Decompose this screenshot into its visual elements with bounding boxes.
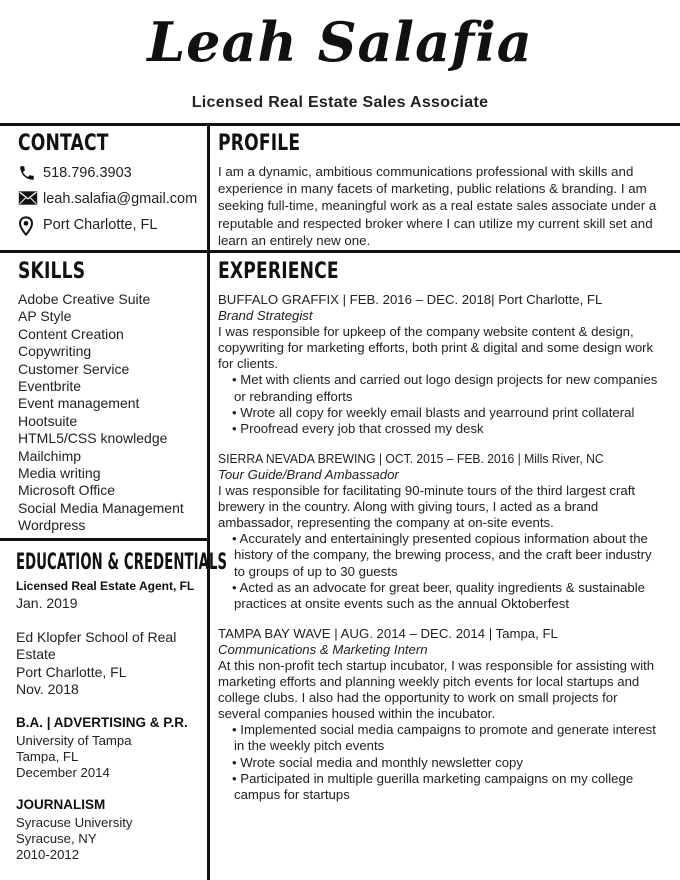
job-bullet: • Acted as an advocate for great beer, quality ingredients & sustainable practices at onsite events such as the annual Oktoberfest bbox=[232, 579, 645, 611]
email-text[interactable]: leah.salafia@gmail.com bbox=[43, 191, 198, 207]
school-location: Port Charlotte, FL bbox=[16, 663, 127, 680]
location-pin-icon bbox=[18, 216, 38, 234]
skill-item: Customer Service bbox=[18, 360, 130, 377]
experience-title: EXPERIENCE bbox=[218, 259, 339, 284]
school-block bbox=[16, 629, 201, 698]
phone-icon bbox=[18, 164, 38, 182]
skill-item: Social Media Management bbox=[18, 499, 184, 516]
skill-item: Content Creation bbox=[18, 325, 124, 342]
skill-item: Microsoft Office bbox=[18, 482, 115, 499]
skill-item: AP Style bbox=[18, 308, 72, 325]
job-description: I was responsible for facilitating 90-minute tours of the third largest craft brewery in the country. Along with giving tours, I acted as a brand ambassador, representing the company at on-site events. bbox=[218, 483, 636, 531]
skill-item: Eventbrite bbox=[18, 378, 82, 395]
profile-text: I am a dynamic, ambitious communications professional with skills and experience in many facets of marketing, public relations & branding. I am seeking full-time, meaningful work as a real estate sales associate under a reputable and respected broker where I can utilize my current skill set and learn an entirely new one. bbox=[218, 164, 657, 248]
education-title: EDUCATION & CREDENTIALS bbox=[16, 550, 228, 575]
job-header: SIERRA NEVADA BREWING | OCT. 2015 – FEB. 2016 | Mills River, NC bbox=[218, 450, 604, 466]
skill-item: Wordpress bbox=[18, 517, 86, 534]
school-name: Ed Klopfer School of Real Estate bbox=[16, 629, 177, 663]
job-description: I was responsible for upkeep of the company website content & design, copywriting for marketing efforts, both print & digital and some design work for clients. bbox=[218, 324, 654, 372]
school-date: Nov. 2018 bbox=[16, 680, 79, 697]
job-role: Communications & Marketing Intern bbox=[218, 641, 428, 657]
license-name: Licensed Real Estate Agent, FL bbox=[16, 579, 195, 593]
skill-item: Copywriting bbox=[18, 343, 92, 360]
experience-list bbox=[218, 292, 658, 817]
job-role: Tour Guide/Brand Ambassador bbox=[218, 466, 399, 482]
license-date: Jan. 2019 bbox=[16, 595, 78, 611]
job-entry bbox=[218, 451, 658, 612]
skill-item: Hootsuite bbox=[18, 412, 78, 429]
skills-title: SKILLS bbox=[18, 259, 86, 284]
profile-title: PROFILE bbox=[218, 131, 301, 156]
journalism-location: Syracuse, NY bbox=[16, 831, 97, 847]
skills-list bbox=[18, 291, 184, 535]
skill-item: Event management bbox=[18, 395, 140, 412]
job-role: Brand Strategist bbox=[218, 308, 313, 324]
ba-date: December 2014 bbox=[16, 765, 110, 781]
job-bullet: • Met with clients and carried out logo design projects for new companies or rebranding efforts bbox=[232, 372, 658, 404]
skill-item: Media writing bbox=[18, 465, 101, 482]
contact-email bbox=[18, 190, 197, 208]
journalism-date: 2010-2012 bbox=[16, 847, 80, 863]
journalism-degree: JOURNALISM bbox=[16, 797, 106, 812]
section-divider bbox=[0, 250, 680, 253]
mail-icon bbox=[18, 190, 38, 208]
job-bullet: • Proofread every job that crossed my desk bbox=[232, 420, 484, 436]
skill-item: HTML5/CSS knowledge bbox=[18, 430, 168, 447]
contact-location bbox=[18, 216, 157, 234]
job-bullet: • Accurately and entertainingly presented copious information about the history of the company, the brewing process, and the craft beer industry to groups of up to 30 guests bbox=[232, 531, 652, 579]
job-entry bbox=[218, 292, 658, 437]
education-divider bbox=[0, 538, 208, 541]
location-text: Port Charlotte, FL bbox=[43, 217, 158, 233]
phone-text: 518.796.3903 bbox=[43, 165, 132, 181]
job-entry bbox=[218, 626, 658, 803]
job-description: At this non-profit tech startup incubator, I was responsible for assisting with marketing efforts and planning weekly pitch events for local startups and college clubs. I also had the opportunity to work on small projects for several companies housed within the incubator. bbox=[218, 657, 655, 722]
job-bullet: • Participated in multiple guerilla marketing campaigns on my college campus for startups bbox=[232, 770, 634, 802]
ba-location: Tampa, FL bbox=[16, 749, 79, 765]
column-divider bbox=[207, 125, 210, 880]
ba-block bbox=[16, 733, 132, 782]
ba-school: University of Tampa bbox=[16, 733, 132, 748]
journalism-school: Syracuse University bbox=[16, 815, 133, 830]
skill-item: Adobe Creative Suite bbox=[18, 291, 151, 307]
contact-title: CONTACT bbox=[18, 131, 109, 156]
skill-item: Mailchimp bbox=[18, 447, 82, 464]
journalism-block bbox=[16, 815, 133, 864]
job-bullet: • Wrote all copy for weekly email blasts and yearround print collateral bbox=[232, 404, 635, 420]
resume-subtitle: Licensed Real Estate Sales Associate bbox=[191, 94, 489, 111]
contact-phone bbox=[18, 164, 132, 182]
job-header: TAMPA BAY WAVE | AUG. 2014 – DEC. 2014 | Tampa, FL bbox=[218, 625, 558, 641]
job-bullet: • Wrote social media and monthly newsletter copy bbox=[232, 754, 523, 770]
job-bullet: • Implemented social media campaigns to promote and generate interest in the weekly pitch events bbox=[232, 722, 656, 754]
resume-name: Leah Salafia bbox=[147, 10, 533, 74]
job-header: BUFFALO GRAFFIX | FEB. 2016 – DEC. 2018| Port Charlotte, FL bbox=[218, 292, 603, 307]
ba-degree: B.A. | ADVERTISING & P.R. bbox=[16, 715, 188, 730]
header-divider bbox=[0, 123, 680, 126]
